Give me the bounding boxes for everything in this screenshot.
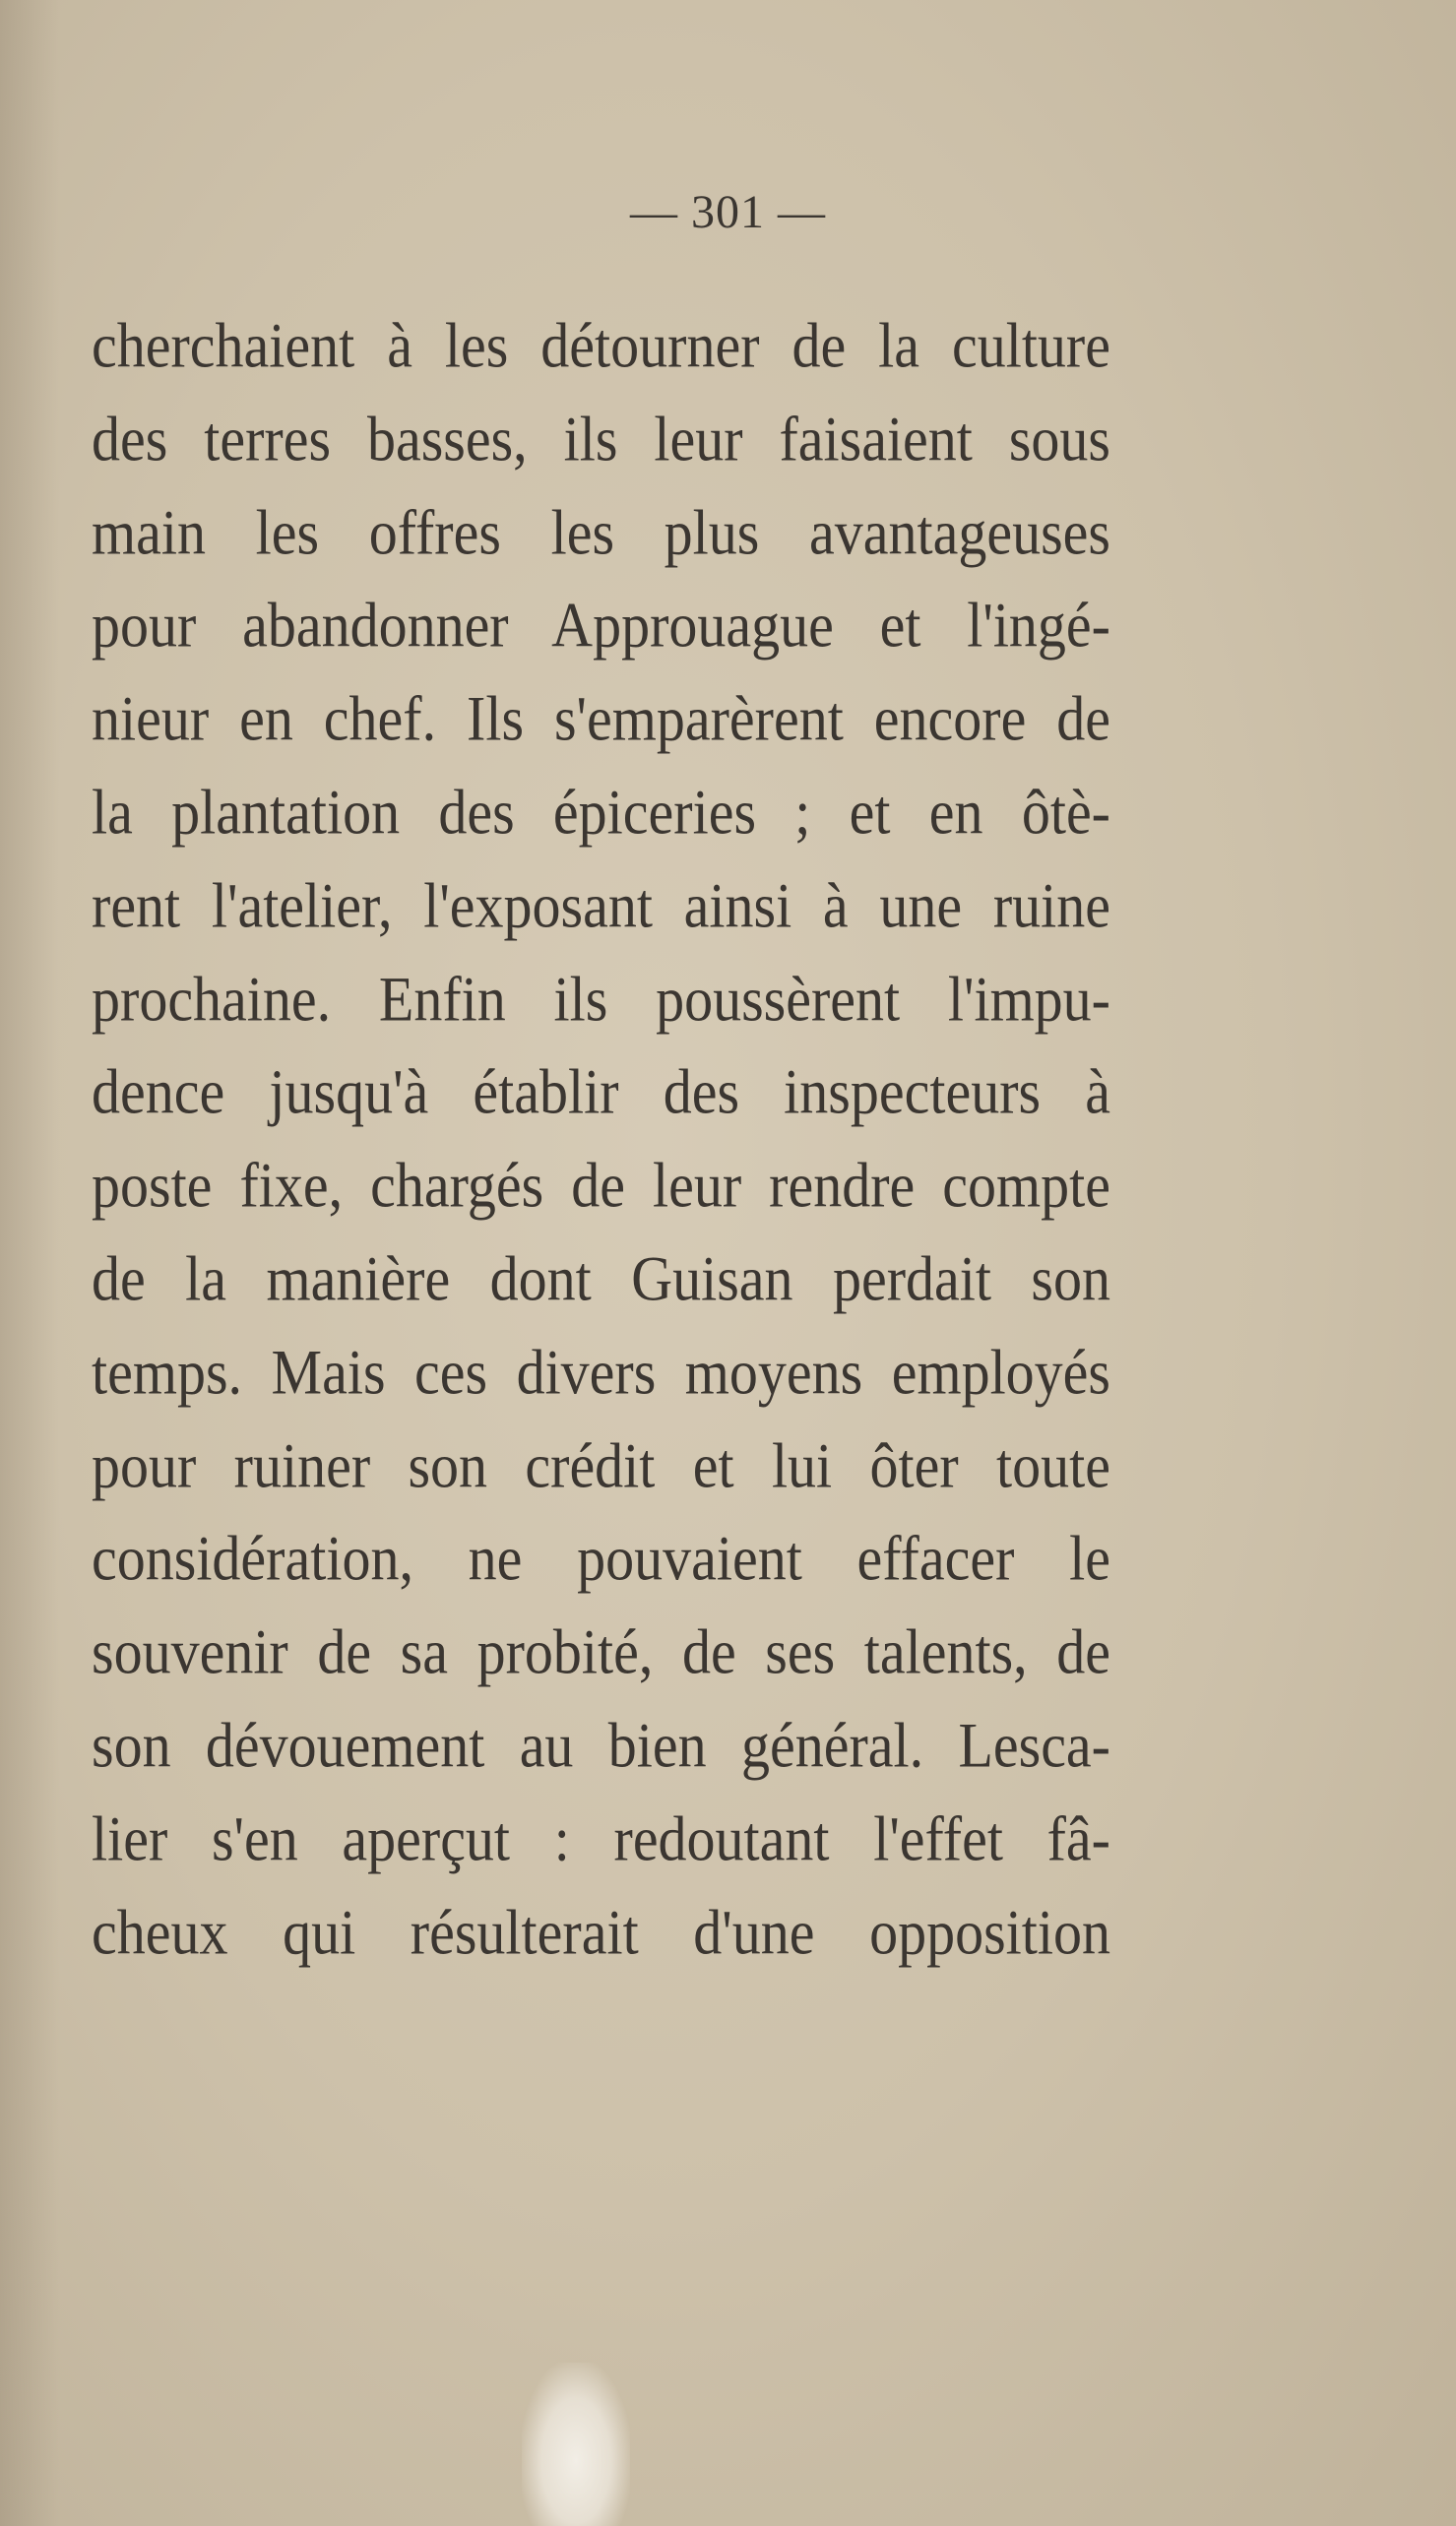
text-line: temps. Mais ces divers moyens employés <box>92 1336 1110 1408</box>
text-line: des terres basses, ils leur faisaient sous <box>92 403 1110 474</box>
text-line: cheux qui résulterait d'une opposition <box>92 1895 1110 1968</box>
text-line: son dévouement au bien général. Lesca- <box>92 1709 1110 1781</box>
text-line: dence jusqu'à établir des inspecteurs à <box>92 1055 1110 1128</box>
paper-damage-spot <box>522 2363 630 2526</box>
body-text <box>92 307 1110 1987</box>
page-binding-shadow <box>0 0 59 2526</box>
text-line: main les offres les plus avantageuses <box>92 495 1110 568</box>
page-number: — 301 — <box>630 186 826 238</box>
text-line: prochaine. Enfin ils poussèrent l'impu- <box>92 962 1110 1035</box>
text-line: souvenir de sa probité, de ses talents, de <box>92 1615 1110 1688</box>
text-line: rent l'atelier, l'exposant ainsi à une ruine <box>92 869 1110 941</box>
text-line: pour abandonner Approuague et l'ingé- <box>92 589 1110 662</box>
text-line: la plantation des épiceries ; et en ôtè- <box>92 776 1110 849</box>
text-line: nieur en chef. Ils s'emparèrent encore de <box>92 682 1110 755</box>
text-line: poste fixe, chargés de leur rendre compte <box>92 1149 1110 1222</box>
text-line: pour ruiner son crédit et lui ôter toute <box>92 1428 1110 1501</box>
text-line: cherchaient à les détourner de la culture <box>92 309 1110 382</box>
text-line: lier s'en aperçut : redoutant l'effet fâ- <box>92 1801 1110 1874</box>
text-line: considération, ne pouvaient effacer le <box>92 1522 1110 1595</box>
text-line: de la manière dont Guisan perdait son <box>92 1242 1110 1315</box>
